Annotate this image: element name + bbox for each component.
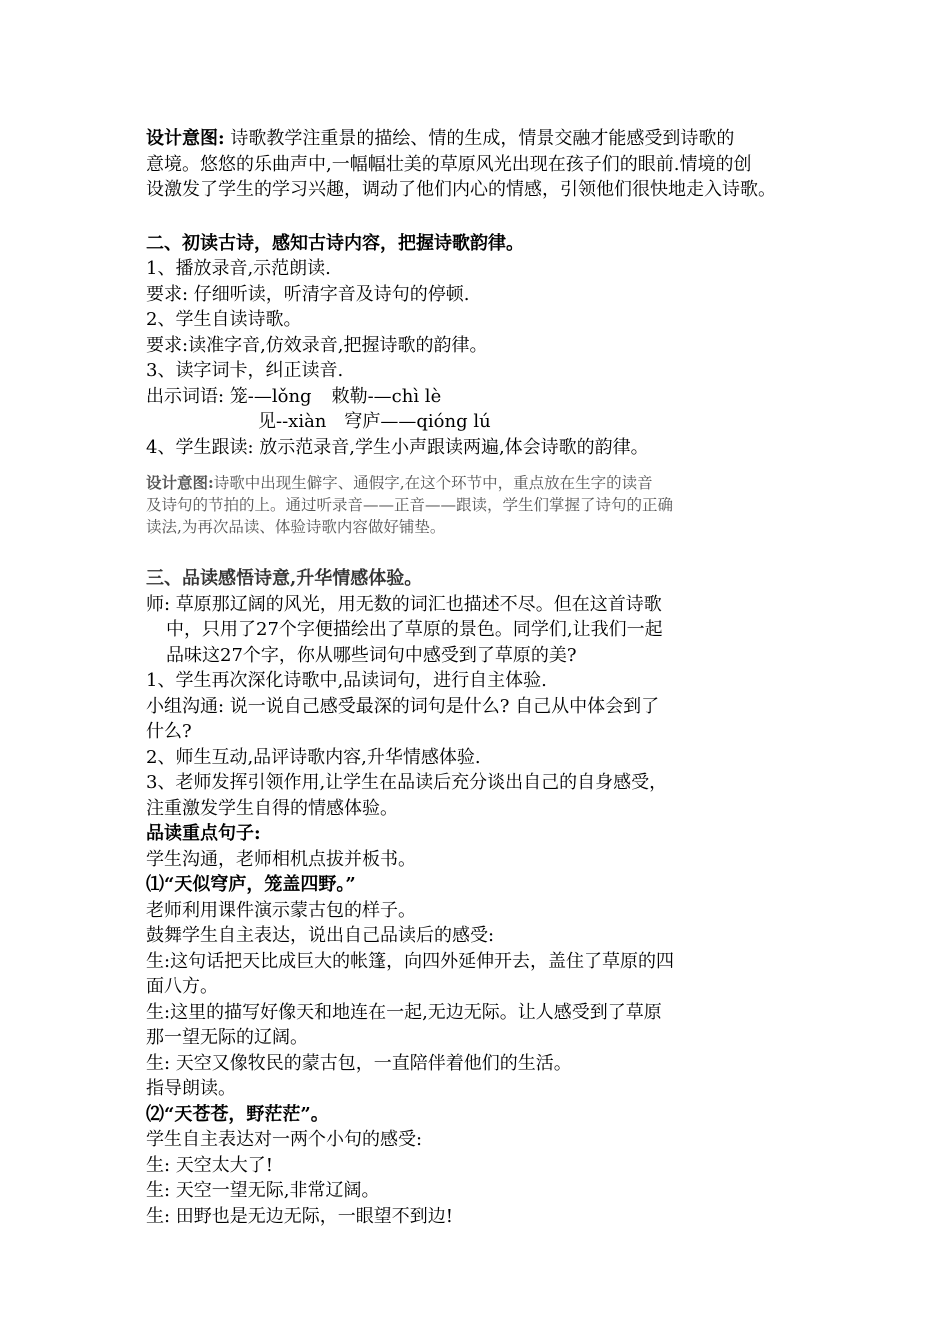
requirement-2: 要求:读准字音,仿效录音,把握诗歌的韵律。 (146, 334, 488, 356)
student-answer-3: 生: 天空又像牧民的蒙古包，一直陪伴着他们的生活。 (146, 1052, 572, 1074)
word-xian: 见--xiàn (258, 411, 327, 432)
quote-2-intro: 学生自主表达对一两个小句的感受: (146, 1129, 423, 1150)
student-answer-4: 生: 天空太大了! (146, 1154, 274, 1176)
student-answer-2a: 生:这里的描写好像天和地连在一起,无边无际。让人感受到了草原 (146, 1001, 662, 1023)
activity-2: 2、师生互动,品评诗歌内容,升华情感体验. (146, 746, 481, 768)
design-intent-2-label: 设计意图: (146, 473, 214, 492)
step-1: 1、播放录音,示范朗读. (146, 258, 331, 279)
design-intent-2-text: 诗歌中出现生僻字、通假字,在这个环节中，重点放在生字的读音 (213, 474, 653, 492)
activity-1: 1、学生再次深化诗歌中,品读词句，进行自主体验. (146, 670, 547, 691)
section-3-heading: 三、品读感悟诗意,升华情感体验。 (146, 568, 423, 589)
design-intent-1-line-2: 意境。悠悠的乐曲声中,一幅幅壮美的草原风光出现在孩子们的眼前.情境的创 (146, 153, 752, 175)
word-qionglu: 穹庐——qióng lú (344, 411, 491, 432)
teacher-line-1: 师: 草原那辽阔的风光，用无数的词汇也描述不尽。但在这首诗歌 (146, 593, 662, 615)
student-answer-5: 生: 天空一望无际,非常辽阔。 (146, 1180, 380, 1201)
design-intent-text: 诗歌教学注重景的描绘、情的生成，情景交融才能感受到诗歌的 (224, 128, 735, 149)
teacher-line-3: 品味这27个字，你从哪些词句中感受到了草原的美? (166, 644, 577, 666)
design-intent-1-line-3: 设激发了学生的学习兴趣，调动了他们内心的情感，引领他们很快地走入诗歌。 (146, 179, 776, 200)
word-list-row-2 (146, 409, 808, 435)
design-intent-2-line-1 (146, 472, 808, 494)
section-2 (146, 231, 808, 461)
design-intent-2 (146, 472, 808, 538)
step-4: 4、学生跟读: 放示范录音,学生小声跟读两遍,体会诗歌的韵律。 (146, 436, 649, 458)
key-sentences-heading: 品读重点句子: (146, 823, 261, 844)
quote-1-line-a: 老师利用课件演示蒙古包的样子。 (146, 899, 416, 921)
guided-reading: 指导朗读。 (146, 1078, 236, 1099)
activity-3-line-1: 3、老师发挥引领作用,让学生在品读后充分谈出自己的自身感受， (146, 772, 668, 793)
student-answer-2b: 那一望无际的辽阔。 (146, 1027, 308, 1048)
design-intent-2-line-3: 读法,为再次品读、体验诗歌内容做好铺垫。 (146, 518, 446, 536)
quote-1-line-b: 鼓舞学生自主表达，说出自己品读后的感受: (146, 925, 495, 946)
word-chile: 敕勒-—chì lè (331, 385, 442, 407)
quote-2-heading: ⑵“天苍苍，野茫茫”。 (146, 1103, 329, 1125)
word-list-row-1 (146, 384, 808, 410)
word-long: 出示词语: 笼-—lǒng (146, 385, 312, 407)
requirement-1: 要求: 仔细听读，听清字音及诗句的停顿. (146, 283, 470, 305)
activity-3-line-2: 注重激发学生自得的情感体验。 (146, 797, 398, 819)
section-2-heading: 二、初读古诗，感知古诗内容，把握诗歌韵律。 (146, 232, 524, 254)
student-answer-1b: 面八方。 (146, 976, 218, 997)
step-3: 3、读字词卡，纠正读音. (146, 360, 344, 381)
key-sentences-intro: 学生沟通，老师相机点拔并板书。 (146, 848, 416, 870)
student-answer-6: 生: 田野也是无边无际，一眼望不到边! (146, 1205, 454, 1227)
teacher-line-2: 中，只用了27个字便描绘出了草原的景色。同学们,让我们一起 (166, 619, 663, 640)
quote-1-heading: ⑴“天似穹庐，笼盖四野。” (146, 874, 356, 895)
document-page (146, 126, 808, 1229)
section-3 (146, 566, 808, 1229)
student-answer-1a: 生:这句话把天比成巨大的帐篷，向四外延伸开去，盖住了草原的四 (146, 950, 675, 972)
design-intent-1-line-1 (146, 126, 808, 152)
design-intent-2-line-2: 及诗句的节拍的上。通过听录音——正音——跟读，学生们掌握了诗句的正确 (146, 496, 674, 514)
step-2: 2、学生自读诗歌。 (146, 309, 302, 330)
group-discussion-line-2: 什么? (146, 721, 192, 742)
design-intent-1 (146, 126, 808, 203)
design-intent-label: 设计意图: (146, 128, 225, 149)
group-discussion-line-1: 小组沟通: 说一说自己感受最深的词句是什么? 自己从中体会到了 (146, 695, 660, 717)
